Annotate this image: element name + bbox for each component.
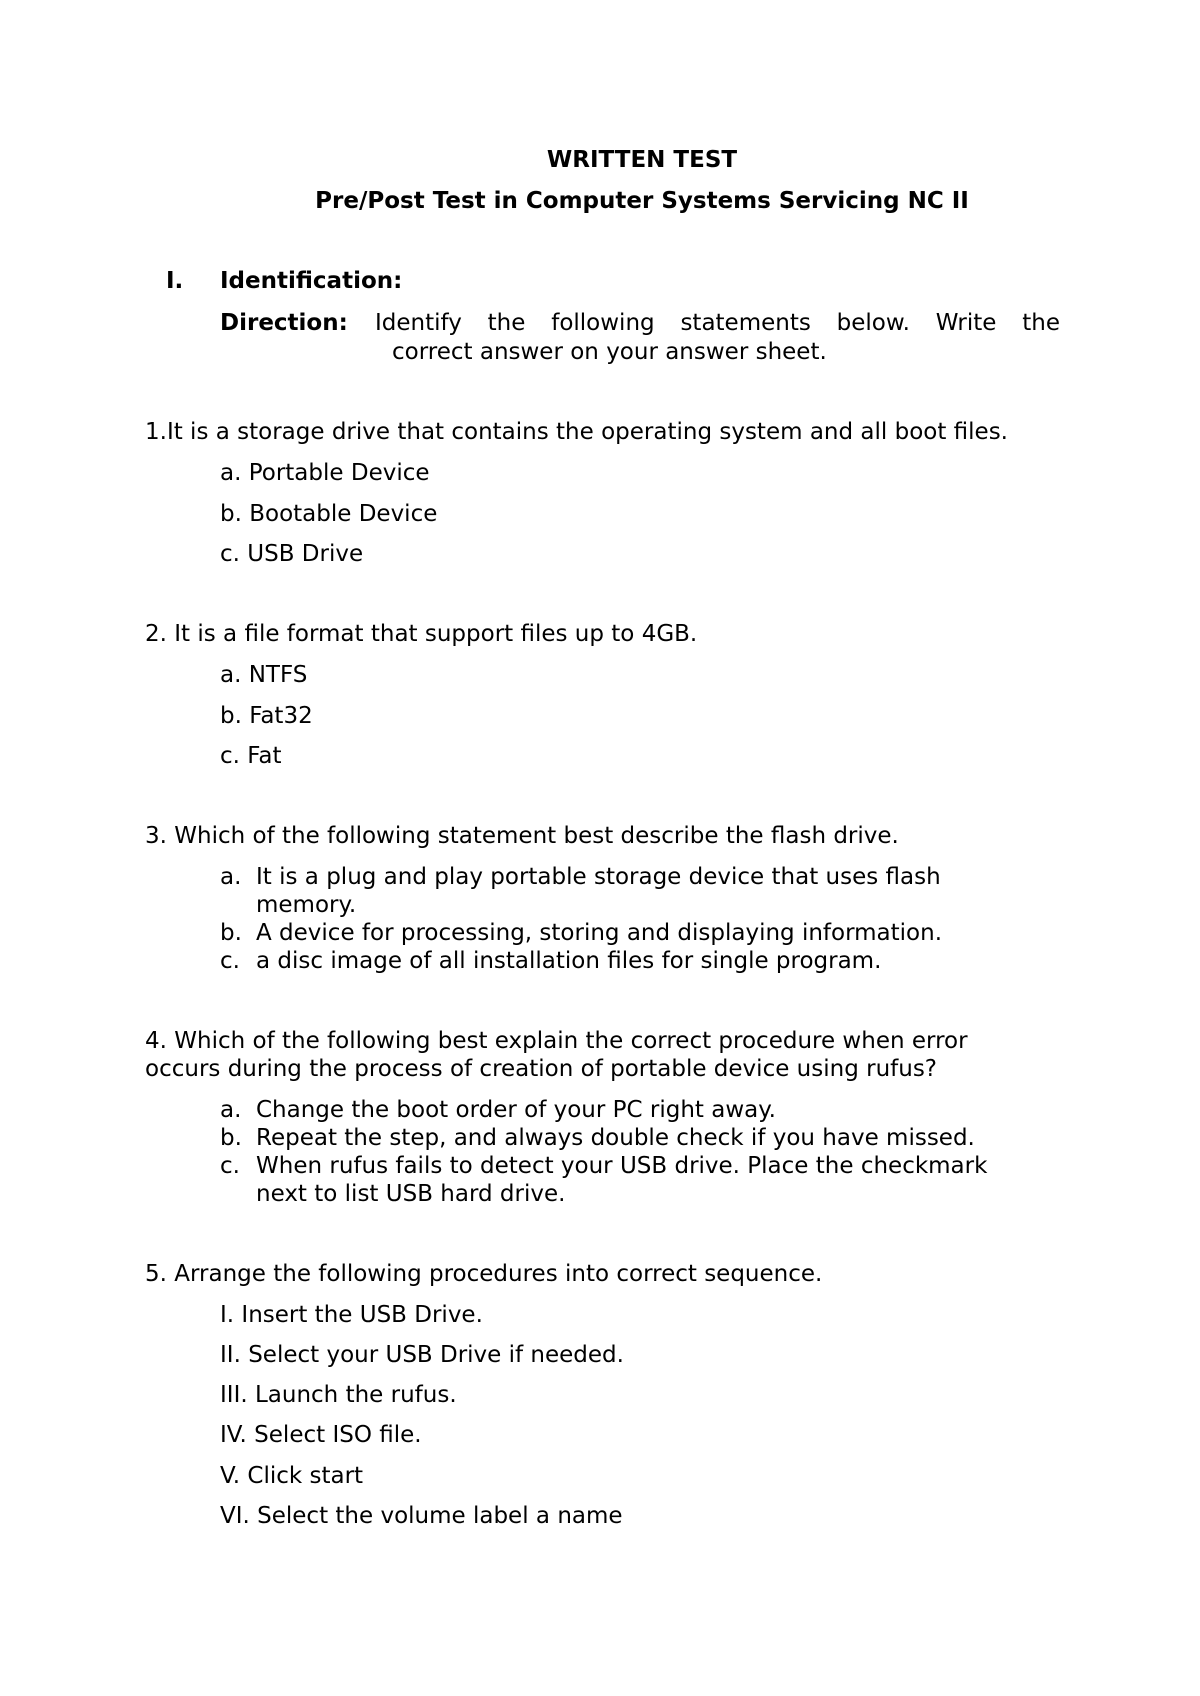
q5-step-5: V. Click start: [220, 1463, 364, 1489]
q4-option-c-text-cont: next to list USB hard drive.: [256, 1181, 566, 1207]
q3-option-a-text: It is a plug and play portable storage device that uses flash: [256, 864, 941, 890]
direction-text-line2: correct answer on your answer sheet.: [392, 339, 827, 365]
q4-option-c-text: When rufus fails to detect your USB drive. Place the checkmark: [256, 1153, 988, 1179]
q3-option-b-text: A device for processing, storing and displaying information.: [256, 920, 943, 946]
section-heading: Identification:: [220, 268, 403, 294]
question-3: 3. Which of the following statement best describe the flash drive.: [145, 823, 899, 849]
q1-option-a: a. Portable Device: [220, 460, 430, 486]
q5-step-1: I. Insert the USB Drive.: [220, 1302, 483, 1328]
q5-step-4: IV. Select ISO file.: [220, 1422, 422, 1448]
q4-option-a-letter: a.: [220, 1097, 242, 1123]
q4-option-a-text: Change the boot order of your PC right away.: [256, 1097, 776, 1123]
q5-step-2: II. Select your USB Drive if needed.: [220, 1342, 624, 1368]
q3-option-c-text: a disc image of all installation files for single program.: [256, 948, 882, 974]
question-2: 2. It is a file format that support files up to 4GB.: [145, 621, 698, 647]
direction-text-line1: Identify the following statements below. Write the: [375, 310, 1060, 336]
document-subtitle: Pre/Post Test in Computer Systems Servicing NC II: [315, 188, 969, 214]
question-4-line2: occurs during the process of creation of portable device using rufus?: [145, 1056, 938, 1082]
q4-option-b-text: Repeat the step, and always double check if you have missed.: [256, 1125, 975, 1151]
document-title: WRITTEN TEST: [546, 147, 738, 173]
question-5: 5. Arrange the following procedures into correct sequence.: [145, 1261, 823, 1287]
q2-option-a: a. NTFS: [220, 662, 308, 688]
q3-option-a-letter: a.: [220, 864, 242, 890]
q1-option-b: b. Bootable Device: [220, 501, 438, 527]
q4-option-c-letter: c.: [220, 1153, 240, 1179]
q5-step-6: VI. Select the volume label a name: [220, 1503, 623, 1529]
q1-option-c: c. USB Drive: [220, 541, 364, 567]
question-1: 1.It is a storage drive that contains the operating system and all boot files.: [145, 419, 1008, 445]
q3-option-b-letter: b.: [220, 920, 242, 946]
q2-option-c: c. Fat: [220, 743, 282, 769]
direction-label: Direction:: [220, 310, 348, 336]
q2-option-b: b. Fat32: [220, 703, 313, 729]
q4-option-b-letter: b.: [220, 1125, 242, 1151]
section-numeral: I.: [166, 268, 184, 294]
q3-option-a-text-cont: memory.: [256, 892, 357, 918]
question-4-line1: 4. Which of the following best explain the correct procedure when error: [145, 1028, 968, 1054]
q3-option-c-letter: c.: [220, 948, 240, 974]
q5-step-3: III. Launch the rufus.: [220, 1382, 457, 1408]
